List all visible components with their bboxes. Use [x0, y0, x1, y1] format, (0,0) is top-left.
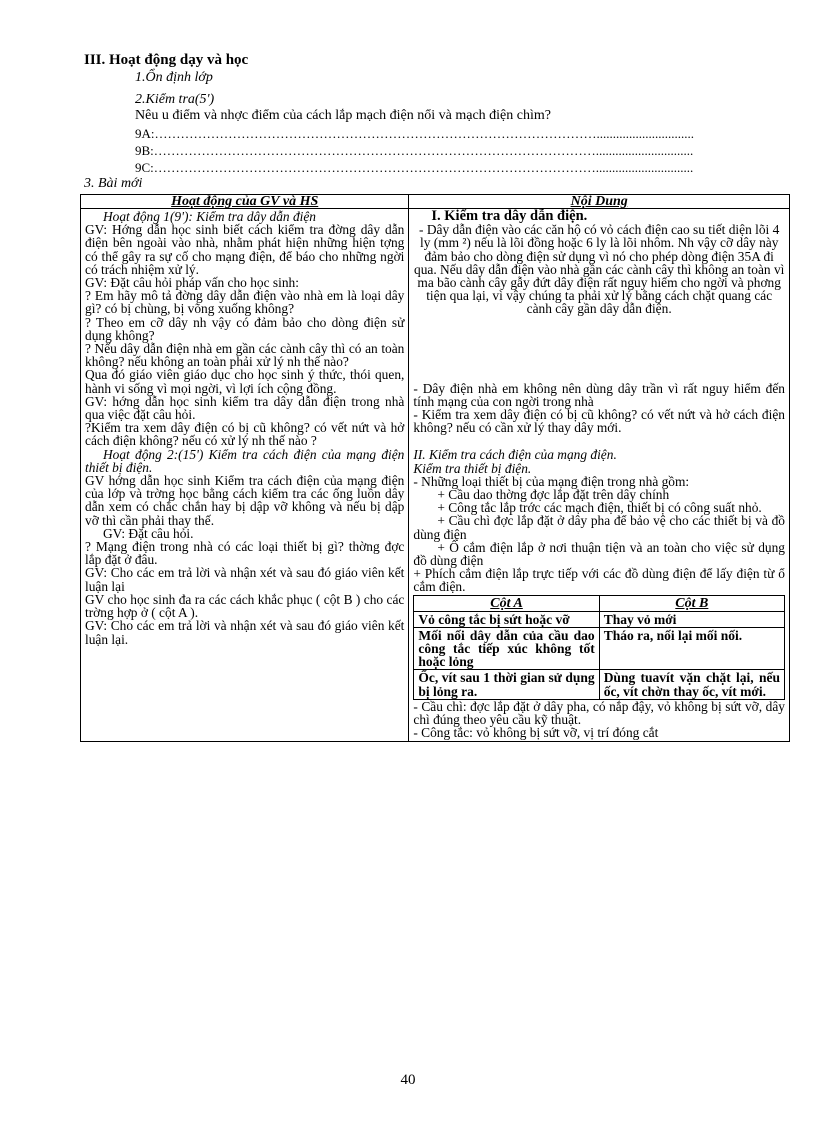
- left-paragraph: ? Em hãy mô tả đờng dây dẫn điện vào nhà em là loại dây gì? có bị chùng, bị võng xuống không?: [85, 288, 405, 317]
- left-paragraph: GV: hớng dẫn học sinh kiểm tra dây dẫn điện trong nhà qua việc đặt câu hỏi.: [85, 393, 405, 423]
- cell-problem: Ốc, vít sau 1 thời gian sử dụng bị lỏng ra.: [414, 670, 599, 699]
- right-paragraph: - Kiểm tra xem dây điện có bị cũ không? có vết nứt và hở cách điện không? nếu có cần xử lý thay dây mới.: [413, 407, 785, 436]
- cell-solution: Tháo ra, nối lại mối nối.: [599, 627, 784, 670]
- item-on-dinh-lop: 1.Ổn định lớp: [135, 70, 213, 85]
- right-paragraph: + Cầu chì đợc lắp đặt ở dây pha để bảo vệ cho các thiết bị và đồ dùng điện: [413, 513, 785, 542]
- right-paragraph: - Những loại thiết bị của mạng điện trong nhà gồm:: [413, 473, 690, 489]
- item-kiem-tra: 2.Kiểm tra(5'): [135, 92, 215, 107]
- left-paragraph: ? Nếu dây dẫn điện nhà em gần các cành cây thì có an toàn không? nếu không an toàn phải xử lý nh thế nào?: [85, 341, 405, 370]
- page-number: 40: [400, 1072, 416, 1088]
- left-paragraph: ?Kiểm tra xem dây điện có bị cũ không? có vết nứt và hở cách điện không? nếu có xử lý nh thế nào ?: [85, 420, 405, 449]
- table-row: [414, 670, 785, 699]
- activity-2-title: Hoạt động 2:(15') Kiểm tra cách điện của mạng điện thiết bị điện.: [85, 446, 405, 475]
- class-9c: 9C:…………………………………………………………………………………………..............................: [135, 160, 694, 175]
- header-content: Nội Dung: [409, 195, 790, 209]
- left-paragraph: ? Theo em cỡ dây nh vậy có đảm bảo cho dòng điện sử dụng không?: [85, 314, 405, 343]
- right-paragraph: + Công tắc lắp trớc các mạch điện, thiết bị có công suất nhỏ.: [437, 500, 762, 516]
- cell-solution: Thay vỏ mới: [599, 611, 784, 627]
- col-a-header: Cột A: [414, 595, 599, 611]
- section-heading: III. Hoạt động dạy và học: [84, 52, 249, 68]
- left-paragraph: ? Mạng điện trong nhà có các loại thiết bị gì? thờng đợc lắp đặt ở đâu.: [85, 539, 405, 568]
- left-paragraph: GV: Hớng dẫn học sinh biết cách kiểm tra đờng dây dẫn điện bên ngoài vào nhà, nhằm phát hiện những hiện tợng có thể gây ra sự cố cho mạng điện, để báo cho những ngời có trách nhiệm xử lý.: [85, 222, 405, 277]
- col-b-header: Cột B: [599, 595, 784, 611]
- item-bai-moi: 3. Bài mới: [84, 176, 143, 191]
- right-paragraph: - Cầu chì: đợc lắp đặt ở dây pha, có nắp đậy, vỏ không bị sứt vỡ, dây chì đúng theo yêu cầu kỹ thuật.: [413, 698, 785, 728]
- left-paragraph: GV: Đặt câu hỏi.: [103, 525, 194, 541]
- table-row: [414, 611, 785, 627]
- right-paragraph: - Dây điện nhà em không nên dùng dây trần vì rất nguy hiểm đến tính mạng của con ngời trong nhà: [413, 380, 785, 409]
- section-1-title: I. Kiểm tra dây dẫn điện.: [431, 208, 588, 224]
- activities-column: [81, 209, 409, 742]
- table-row: [414, 627, 785, 670]
- left-paragraph: GV: Cho các em trả lời và nhận xét và sau đó giáo viên kết luận lại: [85, 565, 405, 594]
- section-2-subtitle: Kiểm tra thiết bị điện.: [413, 460, 532, 476]
- left-paragraph: GV hớng dẫn học sinh Kiểm tra cách điện của mạng điện của lớp và trờng học bằng cách kiểm tra các ống luồn dây dẫn xem có chắc chắn hay bị dập vỡ không và nếu bị dập vỡ thì cần phải thay thế.: [85, 473, 405, 528]
- content-column: [409, 209, 790, 742]
- right-paragraph: + Phích cắm điện lắp trực tiếp với các đồ dùng điện để lấy điện từ ổ cắm điện.: [413, 566, 785, 595]
- right-paragraph: - Công tắc: vỏ không bị sứt vỡ, vị trí đóng cắt: [413, 725, 659, 741]
- lesson-table: [80, 194, 790, 742]
- cell-problem: Mối nối dây dẫn của cầu dao công tắc tiếp xúc không tốt hoặc lỏng: [414, 627, 599, 670]
- header-activities: Hoạt động của GV và HS: [81, 195, 409, 209]
- cell-problem: Vỏ công tắc bị sứt hoặc vỡ: [414, 611, 599, 627]
- right-paragraph: + Cầu dao thờng đợc lắp đặt trên dây chính: [437, 487, 670, 503]
- section-2-title: II. Kiểm tra cách điện của mạng điện.: [413, 447, 617, 463]
- right-paragraph: + Ổ cắm điện lắp ở nơi thuận tiện và an toàn cho việc sử dụng đồ dùng điện: [413, 539, 785, 569]
- class-9b: 9B:…………………………………………………………………………………………..............................: [135, 143, 694, 158]
- right-paragraph: - Dây dẫn điện vào các căn hộ có vỏ cách điện cao su tiết diện lõi 4 ly (mm ²) nếu là lõi đồng hoặc 6 ly là lõi nhôm. Nh vậy cỡ dây này đảm bảo cho dòng điện sử dụng vì nó cho phép dòng điện 35A đi qua. Nếu dây dẫn điện vào nhà gần các cành cây thì không an toàn vì ma bão cành cây gẫy đứt dây điện rất nguy hiểm cho ngời và phơng tiện qua lại, vì vậy chúng ta phải xử lý bằng cách chặt quang các cành cây gần dây dẫn điện.: [414, 222, 785, 317]
- left-paragraph: GV: Cho các em trả lời và nhận xét và sau đó giáo viên kết luận lại.: [85, 618, 405, 647]
- question-text: Nêu u điểm và nhợc điểm của cách lắp mạch điện nổi và mạch điện chìm?: [135, 108, 551, 123]
- activity-1-title: Hoạt động 1(9'): Kiểm tra dây dẫn điện: [103, 209, 316, 224]
- left-paragraph: Qua đó giáo viên giáo dục cho học sinh ý thức, thói quen, hành vi sống vì mọi ngời, vì lợi ích cộng đồng.: [85, 367, 405, 396]
- class-9a: 9A:…………………………………………………………………………………………..............................: [135, 126, 694, 141]
- left-paragraph: GV: Đặt câu hỏi pháp vấn cho học sinh:: [85, 275, 299, 291]
- cell-solution: Dùng tuavít vặn chặt lại, nếu ốc, vít chờn thay ốc, vít mới.: [599, 670, 784, 699]
- left-paragraph: GV cho học sinh đa ra các cách khắc phục ( cột B ) cho các trờng hợp ở ( cột A ).: [85, 591, 405, 621]
- troubleshoot-table: [413, 595, 785, 700]
